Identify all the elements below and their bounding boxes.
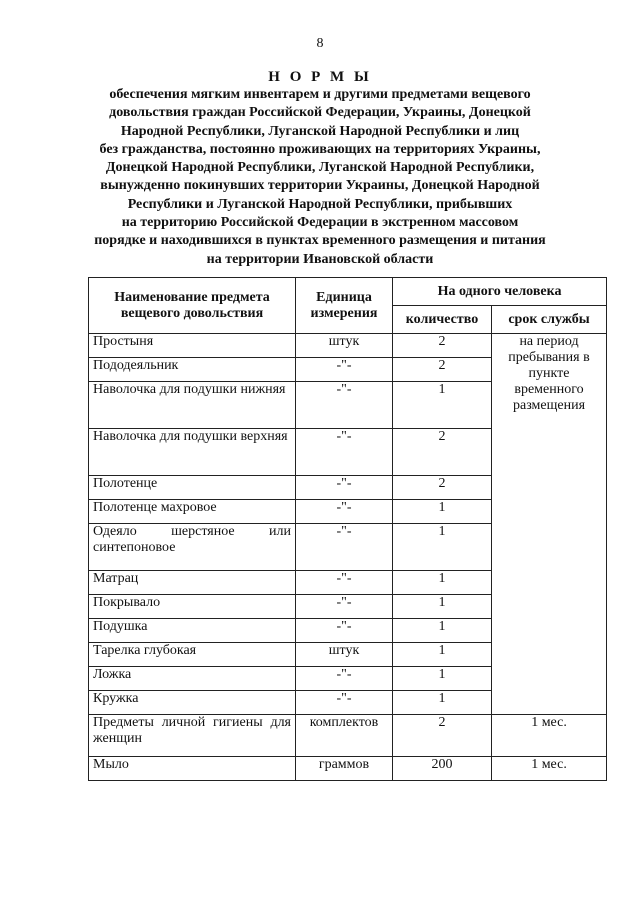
item-service-life: 1 мес. — [492, 715, 607, 757]
document-title: Н О Р М Ы — [268, 69, 372, 85]
table-row — [89, 334, 607, 358]
item-quantity: 1 — [393, 524, 492, 571]
item-unit: граммов — [296, 757, 393, 781]
item-name: Полотенце — [89, 476, 296, 500]
subtitle-line: на территории Ивановской области — [206, 251, 434, 267]
item-quantity: 1 — [393, 619, 492, 643]
item-unit: -"- — [296, 382, 393, 429]
item-name: Наволочка для подушки нижняя — [89, 382, 296, 429]
document-subtitle — [60, 86, 580, 269]
item-name: Тарелка глубокая — [89, 643, 296, 667]
header-unit: Единица измерения — [296, 278, 393, 334]
subtitle-line: обеспечения мягким инвентарем и другими предметами вещевого — [109, 87, 531, 102]
item-name: Кружка — [89, 691, 296, 715]
subtitle-line: вынужденно покинувших территории Украины, Донецкой Народной — [100, 178, 540, 194]
header-quantity: количество — [393, 306, 492, 334]
item-quantity: 2 — [393, 429, 492, 476]
item-unit: -"- — [296, 595, 393, 619]
item-unit: -"- — [296, 571, 393, 595]
item-name: Одеяло шерстяное или синтепоновое — [89, 524, 296, 571]
item-quantity: 2 — [393, 358, 492, 382]
item-quantity: 2 — [393, 715, 492, 757]
subtitle-line: Донецкой Народной Республики, Луганской Народной Республики, — [105, 160, 535, 176]
item-name: Подушка — [89, 619, 296, 643]
document-heading — [60, 68, 580, 269]
norms-table — [88, 277, 607, 781]
item-quantity: 1 — [393, 691, 492, 715]
item-quantity: 1 — [393, 500, 492, 524]
item-name: Ложка — [89, 667, 296, 691]
item-unit: -"- — [296, 524, 393, 571]
item-name: Наволочка для подушки верхняя — [89, 429, 296, 476]
subtitle-line: на территорию Российской Федерации в экстренном массовом — [121, 215, 519, 231]
item-unit: -"- — [296, 667, 393, 691]
item-quantity: 1 — [393, 595, 492, 619]
item-name: Предметы личной гигиены для женщин — [89, 715, 296, 757]
item-quantity: 1 — [393, 382, 492, 429]
item-unit: -"- — [296, 500, 393, 524]
page-number: 8 — [316, 36, 324, 51]
header-per-person: На одного человека — [393, 278, 607, 306]
item-unit: -"- — [296, 476, 393, 500]
subtitle-line: Республики и Луганской Народной Республики, прибывших — [127, 196, 513, 212]
item-unit: штук — [296, 334, 393, 358]
item-name: Простыня — [89, 334, 296, 358]
subtitle-line: Народной Республики, Луганской Народной Республики и лиц — [120, 123, 520, 139]
item-quantity: 200 — [393, 757, 492, 781]
item-name: Покрывало — [89, 595, 296, 619]
item-name: Матрац — [89, 571, 296, 595]
header-service-life: срок службы — [492, 306, 607, 334]
shared-service-life: на период пребывания в пункте временного размещения — [492, 334, 607, 715]
table-row — [89, 715, 607, 757]
item-quantity: 1 — [393, 571, 492, 595]
subtitle-line: порядке и находившихся в пунктах временного размещения и питания — [94, 233, 546, 249]
item-name: Пододеяльник — [89, 358, 296, 382]
item-quantity: 2 — [393, 476, 492, 500]
item-unit: -"- — [296, 691, 393, 715]
item-unit: -"- — [296, 429, 393, 476]
item-quantity: 2 — [393, 334, 492, 358]
table-header-row — [89, 278, 607, 306]
item-service-life: 1 мес. — [492, 757, 607, 781]
item-unit: -"- — [296, 619, 393, 643]
item-unit: -"- — [296, 358, 393, 382]
item-name: Мыло — [89, 757, 296, 781]
subtitle-line: без гражданства, постоянно проживающих на территориях Украины, — [99, 141, 541, 157]
header-name: Наименование предмета вещевого довольствия — [89, 278, 296, 334]
item-name: Полотенце махровое — [89, 500, 296, 524]
table-row — [89, 757, 607, 781]
subtitle-line: довольствия граждан Российской Федерации, Украины, Донецкой — [109, 105, 531, 121]
item-unit: штук — [296, 643, 393, 667]
item-quantity: 1 — [393, 667, 492, 691]
item-quantity: 1 — [393, 643, 492, 667]
item-unit: комплектов — [296, 715, 393, 757]
